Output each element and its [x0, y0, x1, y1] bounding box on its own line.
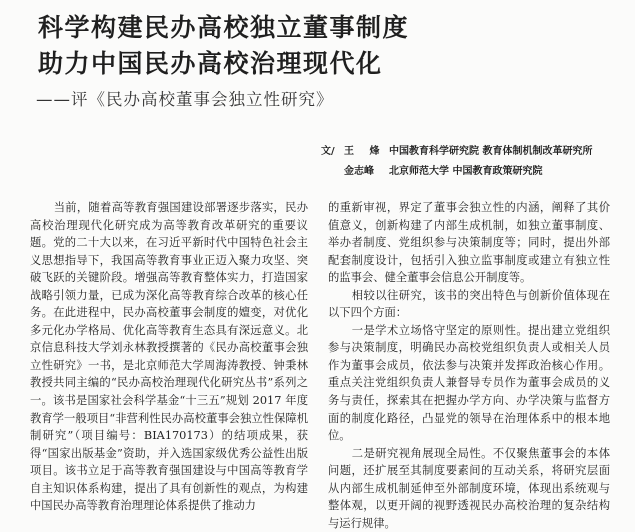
body-column-left	[30, 199, 308, 515]
author-affiliation: 中国教育科学研究院 教育体制机制改革研究所	[389, 146, 593, 157]
body-paragraph: 一是学术立场恪守坚定的原则性。提出建立党组织参与决策制度，明确民办高校党组织负责人或相关人员作为董事会成员，依法参与决策并发挥政治核心作用。重点关注党组织负责人兼督导专员作为董事会成员的义务与责任，探索其在把握办学方向、办学决策与监督方面的制度化路径，凸显党的领导在治理体系中的根本地位。	[328, 323, 610, 443]
byline-label: 文/	[321, 146, 335, 157]
author-name: 金志峰	[344, 166, 374, 177]
article-title-line-2: 助力中国民办高校治理现代化	[38, 49, 383, 78]
body-paragraph: 相较以往研究，该书的突出特色与创新价值体现在以下四个方面：	[328, 288, 610, 320]
body-paragraph: 当前，随着高等教育强国建设部署逐步落实，民办高校治理现代化研究成为高等教育改革研究的重要议题。党的二十大以来，在习近平新时代中国特色社会主义思想指导下，我国高等教育事业正迈入聚力攻坚、突破飞跃的关键阶段。增强高等教育整体实力，打造国家战略引领力量，已成为深化高等教育综合改革的核心任务。在此进程中，民办高校董事会制度的嬗变，对优化多元化办学格局、优化高等教育生态具有深远意义。北京信息科技大学刘永林教授撰著的《民办高校董事会独立性研究》一书，是北京师范大学周海涛教授、钟秉林教授共同主编的“民办高校治理现代化研究丛书”系列之一。该书是国家社会科学基金“十三五”规划 2017 年度教育学一般项目“非营利性民办高校董事会独立性保障机制研究”（项目编号：BIA170173）的结项成果，获得“国家出版基金”资助，并入选国家级优秀公益性出版项目。该书立足于高等教育强国建设与中国高等教育学自主知识体系构建，提出了具有创新性的观点，为构建中国民办高等教育治理理论体系提供了推动力	[30, 201, 308, 513]
body-paragraph: 二是研究视角展现全局性。不仅聚焦董事会的本体问题，还扩展至其制度要素间的互动关系，将研究层面从内部生成机制延伸至外部制度环境，体现出系统观与整体观，以更开阔的视野透视民办高校治理的复杂结构与运行规律。	[328, 446, 610, 530]
article-subtitle: ——评《民办高校董事会独立性研究》	[36, 90, 334, 109]
body-column-right	[328, 199, 610, 532]
author-affiliation: 北京师范大学 中国教育政策研究院	[389, 166, 543, 177]
author-name: 王 烽	[344, 146, 386, 157]
body-paragraph: 的重新审视，界定了董事会独立性的内涵，阐释了其价值意义，创新构建了内部生成机制，如独立董事制度、举办者制度、党组织参与决策制度等；同时，提出外部配套制度设计，包括引入独立监事制度或建立有独立性的监事会、健全董事会信息公开制度等。	[328, 201, 610, 285]
article-title-line-1: 科学构建民办高校独立董事制度	[38, 13, 410, 42]
